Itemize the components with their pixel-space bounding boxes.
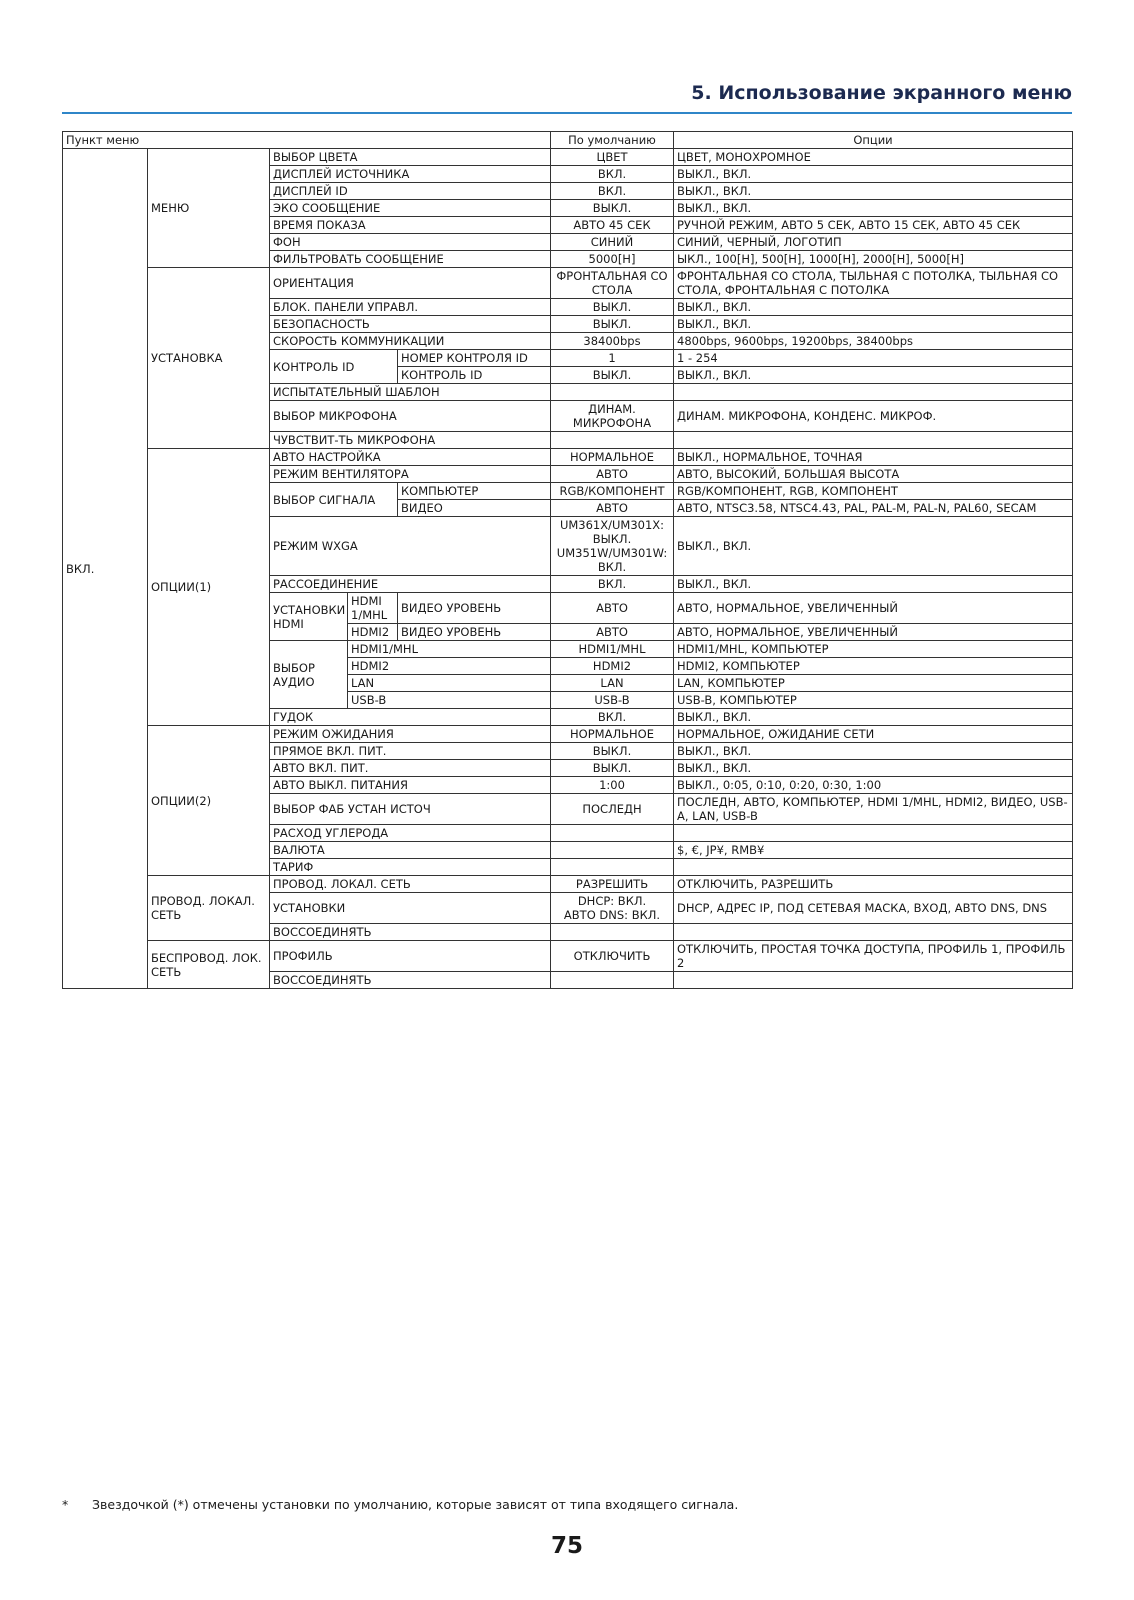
options-cell: HDMI1/MHL, КОМПЬЮТЕР — [674, 641, 1073, 658]
options-cell: ЫКЛ., 100[H], 500[H], 1000[H], 2000[H], 5000[H] — [674, 251, 1073, 268]
options-cell: ОТКЛЮЧИТЬ, ПРОСТАЯ ТОЧКА ДОСТУПА, ПРОФИЛЬ 1, ПРОФИЛЬ 2 — [674, 941, 1073, 972]
menu-table — [62, 131, 1073, 989]
item-cell: ОРИЕНТАЦИЯ — [270, 268, 551, 299]
default-cell: LAN — [551, 675, 674, 692]
default-cell — [551, 972, 674, 989]
default-cell: HDMI1/MHL — [551, 641, 674, 658]
item-cell: РАССОЕДИНЕНИЕ — [270, 576, 551, 593]
options-cell: ЦВЕТ, МОНОХРОМНОЕ — [674, 149, 1073, 166]
col-header-default: По умолчанию — [551, 132, 674, 149]
options-cell: ОТКЛЮЧИТЬ, РАЗРЕШИТЬ — [674, 876, 1073, 893]
page-number: 75 — [550, 1533, 583, 1559]
item-cell: ДИСПЛЕЙ ID — [270, 183, 551, 200]
options-cell: ВЫКЛ., ВКЛ. — [674, 517, 1073, 576]
options-cell: ВЫКЛ., ВКЛ. — [674, 743, 1073, 760]
item-cell: АВТО ВКЛ. ПИТ. — [270, 760, 551, 777]
default-cell: ВКЛ. — [551, 183, 674, 200]
on-label: ВКЛ. — [63, 149, 148, 989]
subitem-cell: ВИДЕО УРОВЕНЬ — [398, 593, 551, 624]
options-cell: 4800bps, 9600bps, 19200bps, 38400bps — [674, 333, 1073, 350]
item-cell: РЕЖИМ WXGA — [270, 517, 551, 576]
options-cell: ВЫКЛ., ВКЛ. — [674, 299, 1073, 316]
subitem-cell: ВИДЕО — [398, 500, 551, 517]
subitem-cell: КОНТРОЛЬ ID — [398, 367, 551, 384]
options-cell: АВТО, НОРМАЛЬНОЕ, УВЕЛИЧЕННЫЙ — [674, 624, 1073, 641]
item-cell: ГУДОК — [270, 709, 551, 726]
options-cell: RGB/КОМПОНЕНТ, RGB, КОМПОНЕНТ — [674, 483, 1073, 500]
item-cell: БЕЗОПАСНОСТЬ — [270, 316, 551, 333]
options-cell: DHCP, АДРЕС IP, ПОД СЕТЕВАЯ МАСКА, ВХОД, АВТО DNS, DNS — [674, 893, 1073, 924]
item-cell: ВАЛЮТА — [270, 842, 551, 859]
default-cell — [551, 924, 674, 941]
group-label-menu: МЕНЮ — [148, 149, 270, 268]
options-cell: НОРМАЛЬНОЕ, ОЖИДАНИЕ СЕТИ — [674, 726, 1073, 743]
options-cell: ПОСЛЕДН, АВТО, КОМПЬЮТЕР, HDMI 1/MHL, HDMI2, ВИДЕО, USB-A, LAN, USB-B — [674, 794, 1073, 825]
item-cell: ПРЯМОЕ ВКЛ. ПИТ. — [270, 743, 551, 760]
options-cell — [674, 859, 1073, 876]
options-cell — [674, 825, 1073, 842]
options-cell: ВЫКЛ., ВКЛ. — [674, 760, 1073, 777]
item-cell: ВЫБОР ЦВЕТА — [270, 149, 551, 166]
table-row — [63, 726, 1073, 743]
col-header-item: Пункт меню — [63, 132, 551, 149]
default-cell: ПОСЛЕДН — [551, 794, 674, 825]
options-cell: АВТО, ВЫСОКИЙ, БОЛЬШАЯ ВЫСОТА — [674, 466, 1073, 483]
col-header-options: Опции — [674, 132, 1073, 149]
item-cell: РАСХОД УГЛЕРОДА — [270, 825, 551, 842]
options-cell: РУЧНОЙ РЕЖИМ, АВТО 5 СЕК, АВТО 15 СЕК, АВТО 45 СЕК — [674, 217, 1073, 234]
default-cell: ДИНАМ. МИКРОФОНА — [551, 401, 674, 432]
options-cell: ВЫКЛ., ВКЛ. — [674, 316, 1073, 333]
subitem-cell: LAN — [348, 675, 551, 692]
item-cell: ЭКО СООБЩЕНИЕ — [270, 200, 551, 217]
default-cell — [551, 859, 674, 876]
default-line: АВТО DNS: ВКЛ. — [563, 908, 661, 922]
options-cell: АВТО, НОРМАЛЬНОЕ, УВЕЛИЧЕННЫЙ — [674, 593, 1073, 624]
subitem-cell: НОМЕР КОНТРОЛЯ ID — [398, 350, 551, 367]
options-cell — [674, 384, 1073, 401]
default-cell: АВТО — [551, 500, 674, 517]
default-cell: АВТО — [551, 466, 674, 483]
item-cell: ВОССОЕДИНЯТЬ — [270, 924, 551, 941]
default-cell — [551, 893, 674, 924]
item-cell: АВТО НАСТРОЙКА — [270, 449, 551, 466]
options-cell: ВЫКЛ., ВКЛ. — [674, 709, 1073, 726]
default-line: DHCP: ВКЛ. — [577, 894, 647, 908]
item-cell: ВЫБОР СИГНАЛА — [270, 483, 398, 517]
options-cell — [674, 924, 1073, 941]
item-cell: УСТАНОВКИ HDMI — [270, 593, 348, 641]
options-cell: 1 - 254 — [674, 350, 1073, 367]
item-cell: КОНТРОЛЬ ID — [270, 350, 398, 384]
options-cell — [674, 432, 1073, 449]
table-row — [63, 449, 1073, 466]
item-cell: ИСПЫТАТЕЛЬНЫЙ ШАБЛОН — [270, 384, 551, 401]
default-cell: ЦВЕТ — [551, 149, 674, 166]
options-cell — [674, 972, 1073, 989]
default-cell: СИНИЙ — [551, 234, 674, 251]
options-cell: $, €, JP¥, RMB¥ — [674, 842, 1073, 859]
default-cell: НОРМАЛЬНОЕ — [551, 449, 674, 466]
group-label-wired-lan: ПРОВОД. ЛОКАЛ. СЕТЬ — [148, 876, 270, 941]
item-cell: ПРОВОД. ЛОКАЛ. СЕТЬ — [270, 876, 551, 893]
footnote-text: Звездочкой (*) отмечены установки по умолчанию, которые зависят от типа входящего сигнала. — [92, 1497, 739, 1512]
default-line: ВКЛ. — [597, 560, 627, 574]
default-cell: 5000[H] — [551, 251, 674, 268]
default-cell: RGB/КОМПОНЕНТ — [551, 483, 674, 500]
options-cell: АВТО, NTSC3.58, NTSC4.43, PAL, PAL-M, PAL-N, PAL60, SECAM — [674, 500, 1073, 517]
options-cell: ВЫКЛ., НОРМАЛЬНОЕ, ТОЧНАЯ — [674, 449, 1073, 466]
default-cell: АВТО — [551, 593, 674, 624]
default-cell: ВЫКЛ. — [551, 367, 674, 384]
default-cell: 1:00 — [551, 777, 674, 794]
options-cell: ВЫКЛ., ВКЛ. — [674, 576, 1073, 593]
default-cell: ВЫКЛ. — [551, 200, 674, 217]
options-cell: ВЫКЛ., ВКЛ. — [674, 166, 1073, 183]
item-cell: АВТО ВЫКЛ. ПИТАНИЯ — [270, 777, 551, 794]
default-cell: ВЫКЛ. — [551, 743, 674, 760]
options-cell: ДИНАМ. МИКРОФОНА, КОНДЕНС. МИКРОФ. — [674, 401, 1073, 432]
default-cell: 1 — [551, 350, 674, 367]
footnote — [62, 1497, 738, 1512]
item-cell: СКОРОСТЬ КОММУНИКАЦИИ — [270, 333, 551, 350]
item-cell: БЛОК. ПАНЕЛИ УПРАВЛ. — [270, 299, 551, 316]
options-cell: ВЫКЛ., 0:05, 0:10, 0:20, 0:30, 1:00 — [674, 777, 1073, 794]
default-cell: АВТО 45 СЕК — [551, 217, 674, 234]
group-label-wireless-lan: БЕСПРОВОД. ЛОК. СЕТЬ — [148, 941, 270, 989]
options-cell: ФРОНТАЛЬНАЯ СО СТОЛА, ТЫЛЬНАЯ С ПОТОЛКА, ТЫЛЬНАЯ СО СТОЛА, ФРОНТАЛЬНАЯ С ПОТОЛКА — [674, 268, 1073, 299]
default-cell: ВЫКЛ. — [551, 299, 674, 316]
item-cell: РЕЖИМ ОЖИДАНИЯ — [270, 726, 551, 743]
default-cell: HDMI2 — [551, 658, 674, 675]
default-cell: ВКЛ. — [551, 576, 674, 593]
default-line: UM351W/UM301W: — [556, 546, 668, 560]
default-cell — [551, 825, 674, 842]
item-cell: ВЫБОР МИКРОФОНА — [270, 401, 551, 432]
item-cell: РЕЖИМ ВЕНТИЛЯТОРА — [270, 466, 551, 483]
subitem-cell: HDMI2 — [348, 658, 551, 675]
subitem-cell: КОМПЬЮТЕР — [398, 483, 551, 500]
default-line: ВЫКЛ. — [592, 532, 632, 546]
group-label-options2: ОПЦИИ(2) — [148, 726, 270, 876]
options-cell: HDMI2, КОМПЬЮТЕР — [674, 658, 1073, 675]
table-row — [63, 876, 1073, 893]
options-cell: СИНИЙ, ЧЕРНЫЙ, ЛОГОТИП — [674, 234, 1073, 251]
options-cell: ВЫКЛ., ВКЛ. — [674, 367, 1073, 384]
item-cell: ВРЕМЯ ПОКАЗА — [270, 217, 551, 234]
options-cell: ВЫКЛ., ВКЛ. — [674, 183, 1073, 200]
item-cell: ТАРИФ — [270, 859, 551, 876]
default-cell: 38400bps — [551, 333, 674, 350]
subitem-cell: HDMI1/MHL — [348, 641, 551, 658]
item-cell: УСТАНОВКИ — [270, 893, 551, 924]
default-cell — [551, 432, 674, 449]
item-cell: ВОССОЕДИНЯТЬ — [270, 972, 551, 989]
default-cell: ВКЛ. — [551, 166, 674, 183]
default-cell: ВКЛ. — [551, 709, 674, 726]
default-cell — [551, 384, 674, 401]
page-header — [62, 78, 1072, 114]
group-label-options1: ОПЦИИ(1) — [148, 449, 270, 726]
item-cell: ФИЛЬТРОВАТЬ СООБЩЕНИЕ — [270, 251, 551, 268]
default-line: UM361X/UM301X: — [559, 518, 665, 532]
options-cell: LAN, КОМПЬЮТЕР — [674, 675, 1073, 692]
default-cell: ФРОНТАЛЬНАЯ СО СТОЛА — [551, 268, 674, 299]
default-cell: ВЫКЛ. — [551, 760, 674, 777]
port-cell: HDMI2 — [348, 624, 398, 641]
default-cell: ОТКЛЮЧИТЬ — [551, 941, 674, 972]
default-cell — [551, 842, 674, 859]
group-label-setup: УСТАНОВКА — [148, 268, 270, 449]
footnote-marker: * — [62, 1497, 69, 1512]
item-cell: ФОН — [270, 234, 551, 251]
default-cell: АВТО — [551, 624, 674, 641]
table-header-row — [63, 132, 1073, 149]
default-cell: НОРМАЛЬНОЕ — [551, 726, 674, 743]
default-cell: ВЫКЛ. — [551, 316, 674, 333]
default-cell: РАЗРЕШИТЬ — [551, 876, 674, 893]
item-cell: ВЫБОР АУДИО — [270, 641, 348, 709]
port-cell: HDMI 1/MHL — [348, 593, 398, 624]
options-cell: USB-B, КОМПЬЮТЕР — [674, 692, 1073, 709]
item-cell: ДИСПЛЕЙ ИСТОЧНИКА — [270, 166, 551, 183]
options-cell: ВЫКЛ., ВКЛ. — [674, 200, 1073, 217]
item-cell: ПРОФИЛЬ — [270, 941, 551, 972]
page-title: 5. Использование экранного меню — [691, 82, 1072, 104]
table-row — [63, 149, 1073, 166]
subitem-cell: ВИДЕО УРОВЕНЬ — [398, 624, 551, 641]
default-cell — [551, 517, 674, 576]
item-cell: ЧУВСТВИТ-ТЬ МИКРОФОНА — [270, 432, 551, 449]
default-cell: USB-B — [551, 692, 674, 709]
item-cell: ВЫБОР ФАБ УСТАН ИСТОЧ — [270, 794, 551, 825]
subitem-cell: USB-B — [348, 692, 551, 709]
